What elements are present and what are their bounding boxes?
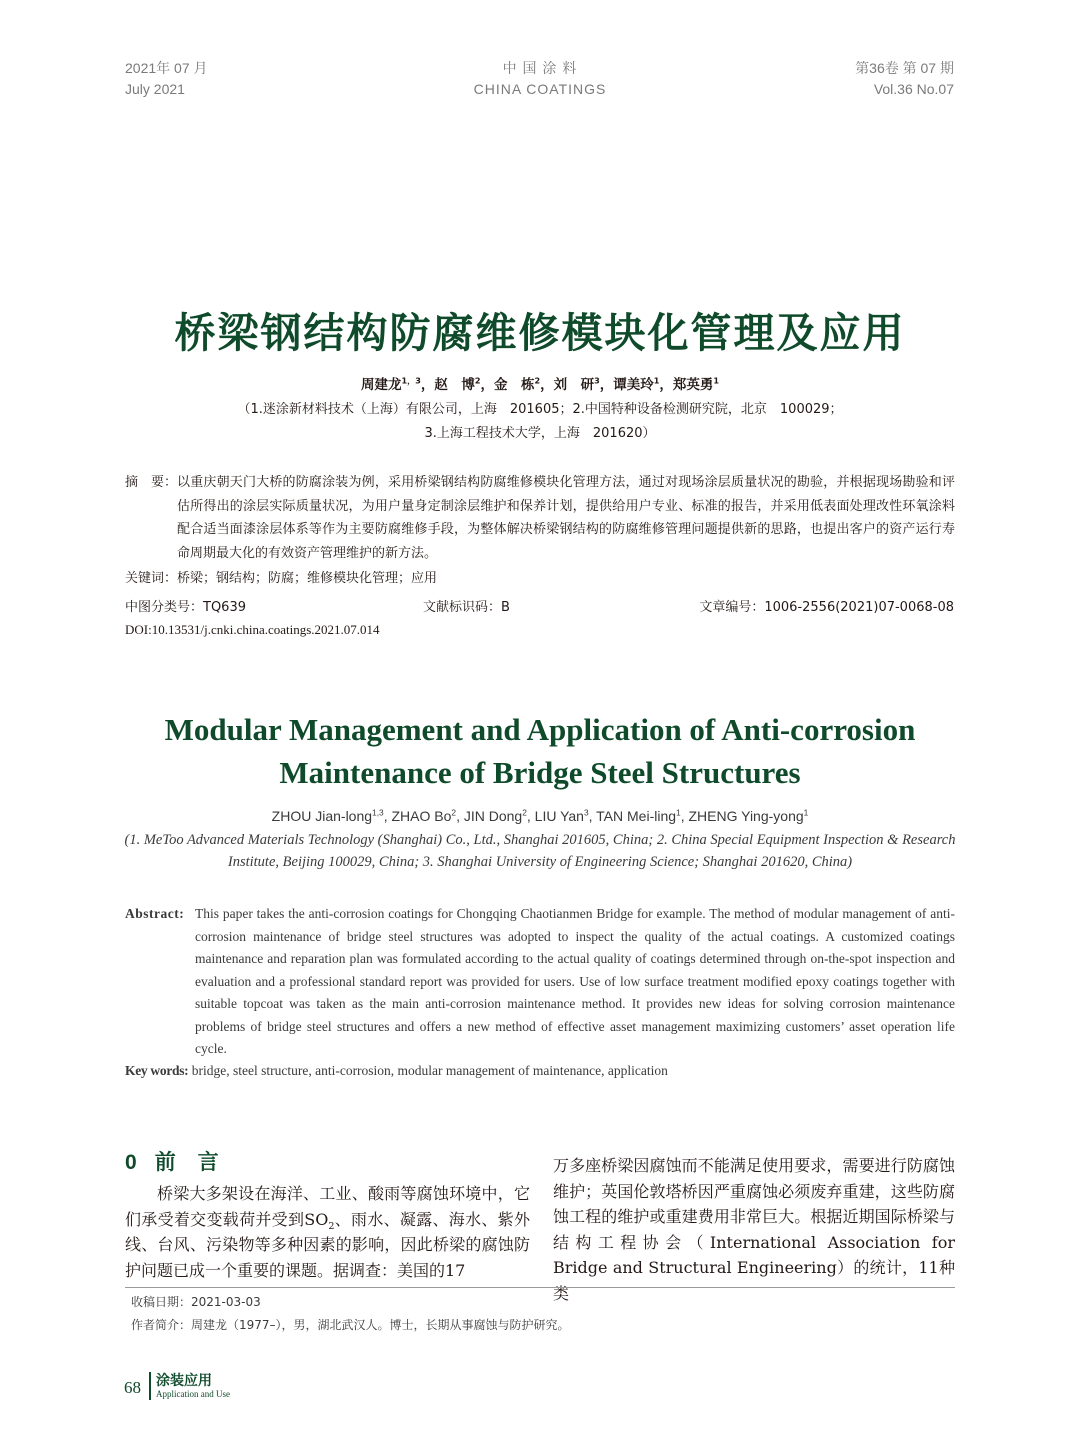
footnote-received: 收稿日期：2021-03-03 — [131, 1295, 261, 1309]
abstract-label-cn: 摘 要： — [125, 475, 178, 490]
author-name: 刘 研 — [553, 377, 595, 393]
footnote-author-bio: 作者简介：周建龙（1977–），男，湖北武汉人。博士，长期从事腐蚀与防护研究。 — [131, 1318, 570, 1332]
footer-divider — [149, 1372, 151, 1400]
section-title: 前言 — [154, 1150, 241, 1174]
paper-title-cn: 桥梁钢结构防腐维修模块化管理及应用 — [174, 309, 906, 357]
article-number: 文章编号：1006-2556(2021)07-0068-08 — [699, 600, 954, 615]
section-number: 0 — [125, 1151, 137, 1174]
abstract-cn — [125, 471, 955, 565]
author-name: TAN Mei-ling — [596, 808, 677, 824]
footer-section-cn: 涂装应用 — [156, 1373, 212, 1389]
author-affiliation-mark: 1 — [803, 807, 809, 818]
doi: DOI:10.13531/j.cnki.china.coatings.2021.07.014 — [125, 622, 380, 637]
author-list-cn: 周建龙$^{1,3}$，赵 博$^2$，金 栋$^2$，刘 研$^3$，谭美玲$^1$，郑英勇$^1$ — [360, 375, 720, 393]
affiliations-en: (1. MeToo Advanced Materials Technology (Shanghai) Co., Ltd., Shanghai 201605, China; 2. China Special Equipment Inspection & Research Institute, Beijing 100029, China; 3. Shanghai University of Engineering Science; Shanghai 201620, China) — [124, 832, 956, 870]
affiliation-line: 3.上海工程技术大学，上海 201620） — [424, 426, 656, 441]
clc-number: 中图分类号：TQ639 — [125, 600, 246, 615]
author-affiliation-mark: 1 — [676, 807, 681, 818]
body-column-right: 万多座桥梁因腐蚀而不能满足使用要求，需要进行防腐蚀维护；英国伦敦塔桥因严重腐蚀必须废弃重建，这些防腐蚀工程的维护或重建费用非常巨大。根据近期国际桥梁与结构工程协会（International Association for Bridge and Structural Engineering）的统计，11种类 — [553, 1156, 955, 1303]
abstract-text-en: This paper takes the anti-corrosion coatings for Chongqing Chaotianmen Bridge for example. The method of modular management of anti-corrosion maintenance of bridge steel structures was adopted to inspect the quality of the actual coatings. A customized coatings maintenance and reparation plan was formulated according to the actual quality of coatings determined through on-the-spot inspection and evaluation and a professional standard report was provided for users. Use of low surface treatment modified epoxy coatings together with suitable topcoat was taken as the main anti-corrosion maintenance method. It provides new ideas for solving corrosion maintenance problems of bridge steel structures and offers a new method of effective asset management maximizing customers’ asset operation life cycle. — [195, 906, 955, 1056]
header-volume-en: Vol.36 No.07 — [873, 81, 954, 97]
body-text: 、雨水、凝露、海水、紫外线、台风、污染物等多种因素的影响，因此桥梁的腐蚀防护问题已成一个重要的课题。据调查：美国的17 — [125, 1209, 530, 1280]
title-en-line: Maintenance of Bridge Steel Structures — [279, 755, 801, 790]
abstract-en — [125, 903, 955, 1061]
keywords-en — [125, 1063, 668, 1079]
author-affiliation-mark: 3 — [583, 807, 589, 818]
author-affiliation-mark: 2 — [522, 807, 527, 818]
abstract-text-cn: 以重庆朝天门大桥的防腐涂装为例，采用桥梁钢结构防腐维修模块化管理方法，通过对现场涂层质量状况的勘验，并根据现场勘验和评估所得出的涂层实际质量状况，为用户量身定制涂层维护和保养计划，提供给用户专业、标准的报告，并采用低表面处理改性环氧涂料配合适当面漆涂层体系等作为主要防腐维修手段，为整体解决桥梁钢结构的防腐维修管理问题提供新的思路，也提出客户的资产运行寿命周期最大化的有效资产管理维护的新方法。 — [177, 475, 955, 561]
author-name: ZHENG Ying-yong — [688, 808, 804, 824]
author-name: 郑英勇 — [672, 377, 714, 393]
author-affiliation-mark: 1，3 — [401, 375, 421, 386]
abstract-label-en: Abstract: — [125, 906, 185, 921]
author-name: ZHOU Jian-long — [271, 808, 373, 824]
header-date-en: July 2021 — [125, 81, 185, 97]
document-code: 文献标识码：B — [423, 600, 510, 615]
header-volume-cn: 第36卷 第 07 期 — [855, 60, 954, 76]
keywords-label-en: Key words: — [125, 1063, 189, 1078]
keywords-cn: 关键词：桥梁；钢结构；防腐；维修模块化管理；应用 — [125, 571, 438, 586]
author-affiliation-mark: 3 — [594, 375, 600, 386]
affiliation-line: （1.迷涂新材料技术（上海）有限公司，上海 201605；2.中国特种设备检测研究院，北京 100029； — [237, 402, 843, 417]
header-journal-en: CHINA COATINGS — [473, 81, 607, 97]
author-affiliation-mark: 2 — [534, 375, 541, 386]
affiliations-cn — [0, 398, 1080, 446]
section-heading — [125, 1146, 241, 1176]
author-affiliation-mark: 1,3 — [372, 807, 384, 818]
page-number: 68 — [124, 1378, 141, 1397]
author-name: 谭美玲 — [613, 377, 654, 393]
author-name: 金 栋 — [493, 377, 535, 393]
author-affiliation-mark: 1 — [713, 375, 720, 386]
header-volume — [855, 58, 954, 100]
body-column-left — [125, 1181, 530, 1283]
footer-section-en: Application and Use — [156, 1389, 230, 1399]
author-name: LIU Yan — [534, 808, 584, 824]
author-affiliation-mark: 2 — [451, 807, 457, 818]
subscript: 2 — [328, 1220, 335, 1232]
author-name: JIN Dong — [463, 808, 523, 824]
header-date-cn: 2021年 07 月 — [125, 60, 208, 76]
keywords-text-en: bridge, steel structure, anti-corrosion, modular management of maintenance, application — [191, 1063, 668, 1078]
title-en-line: Modular Management and Application of Anti-corrosion — [164, 712, 916, 747]
author-name: 周建龙 — [360, 377, 402, 393]
author-name: ZHAO Bo — [391, 808, 452, 824]
author-name: 赵 博 — [434, 377, 475, 393]
author-list-en: ZHOU Jian-long$^{1,3}$, ZHAO Bo$^2$, JIN Dong$^2$, LIU Yan$^3$, TAN Mei-ling$^1$, ZHENG Ying-yong$^1$ — [271, 807, 809, 824]
author-affiliation-mark: 1 — [653, 375, 660, 386]
author-affiliation-mark: 2 — [474, 375, 481, 386]
body-text: 桥梁大多架设在海洋、工业、酸雨等腐蚀环境中，它们承受着交变载荷并受到SO — [125, 1184, 530, 1229]
header-journal-cn: 中 国 涂 料 — [502, 60, 578, 76]
footnote-rule — [125, 1287, 955, 1288]
paper-title-en — [0, 708, 1080, 794]
